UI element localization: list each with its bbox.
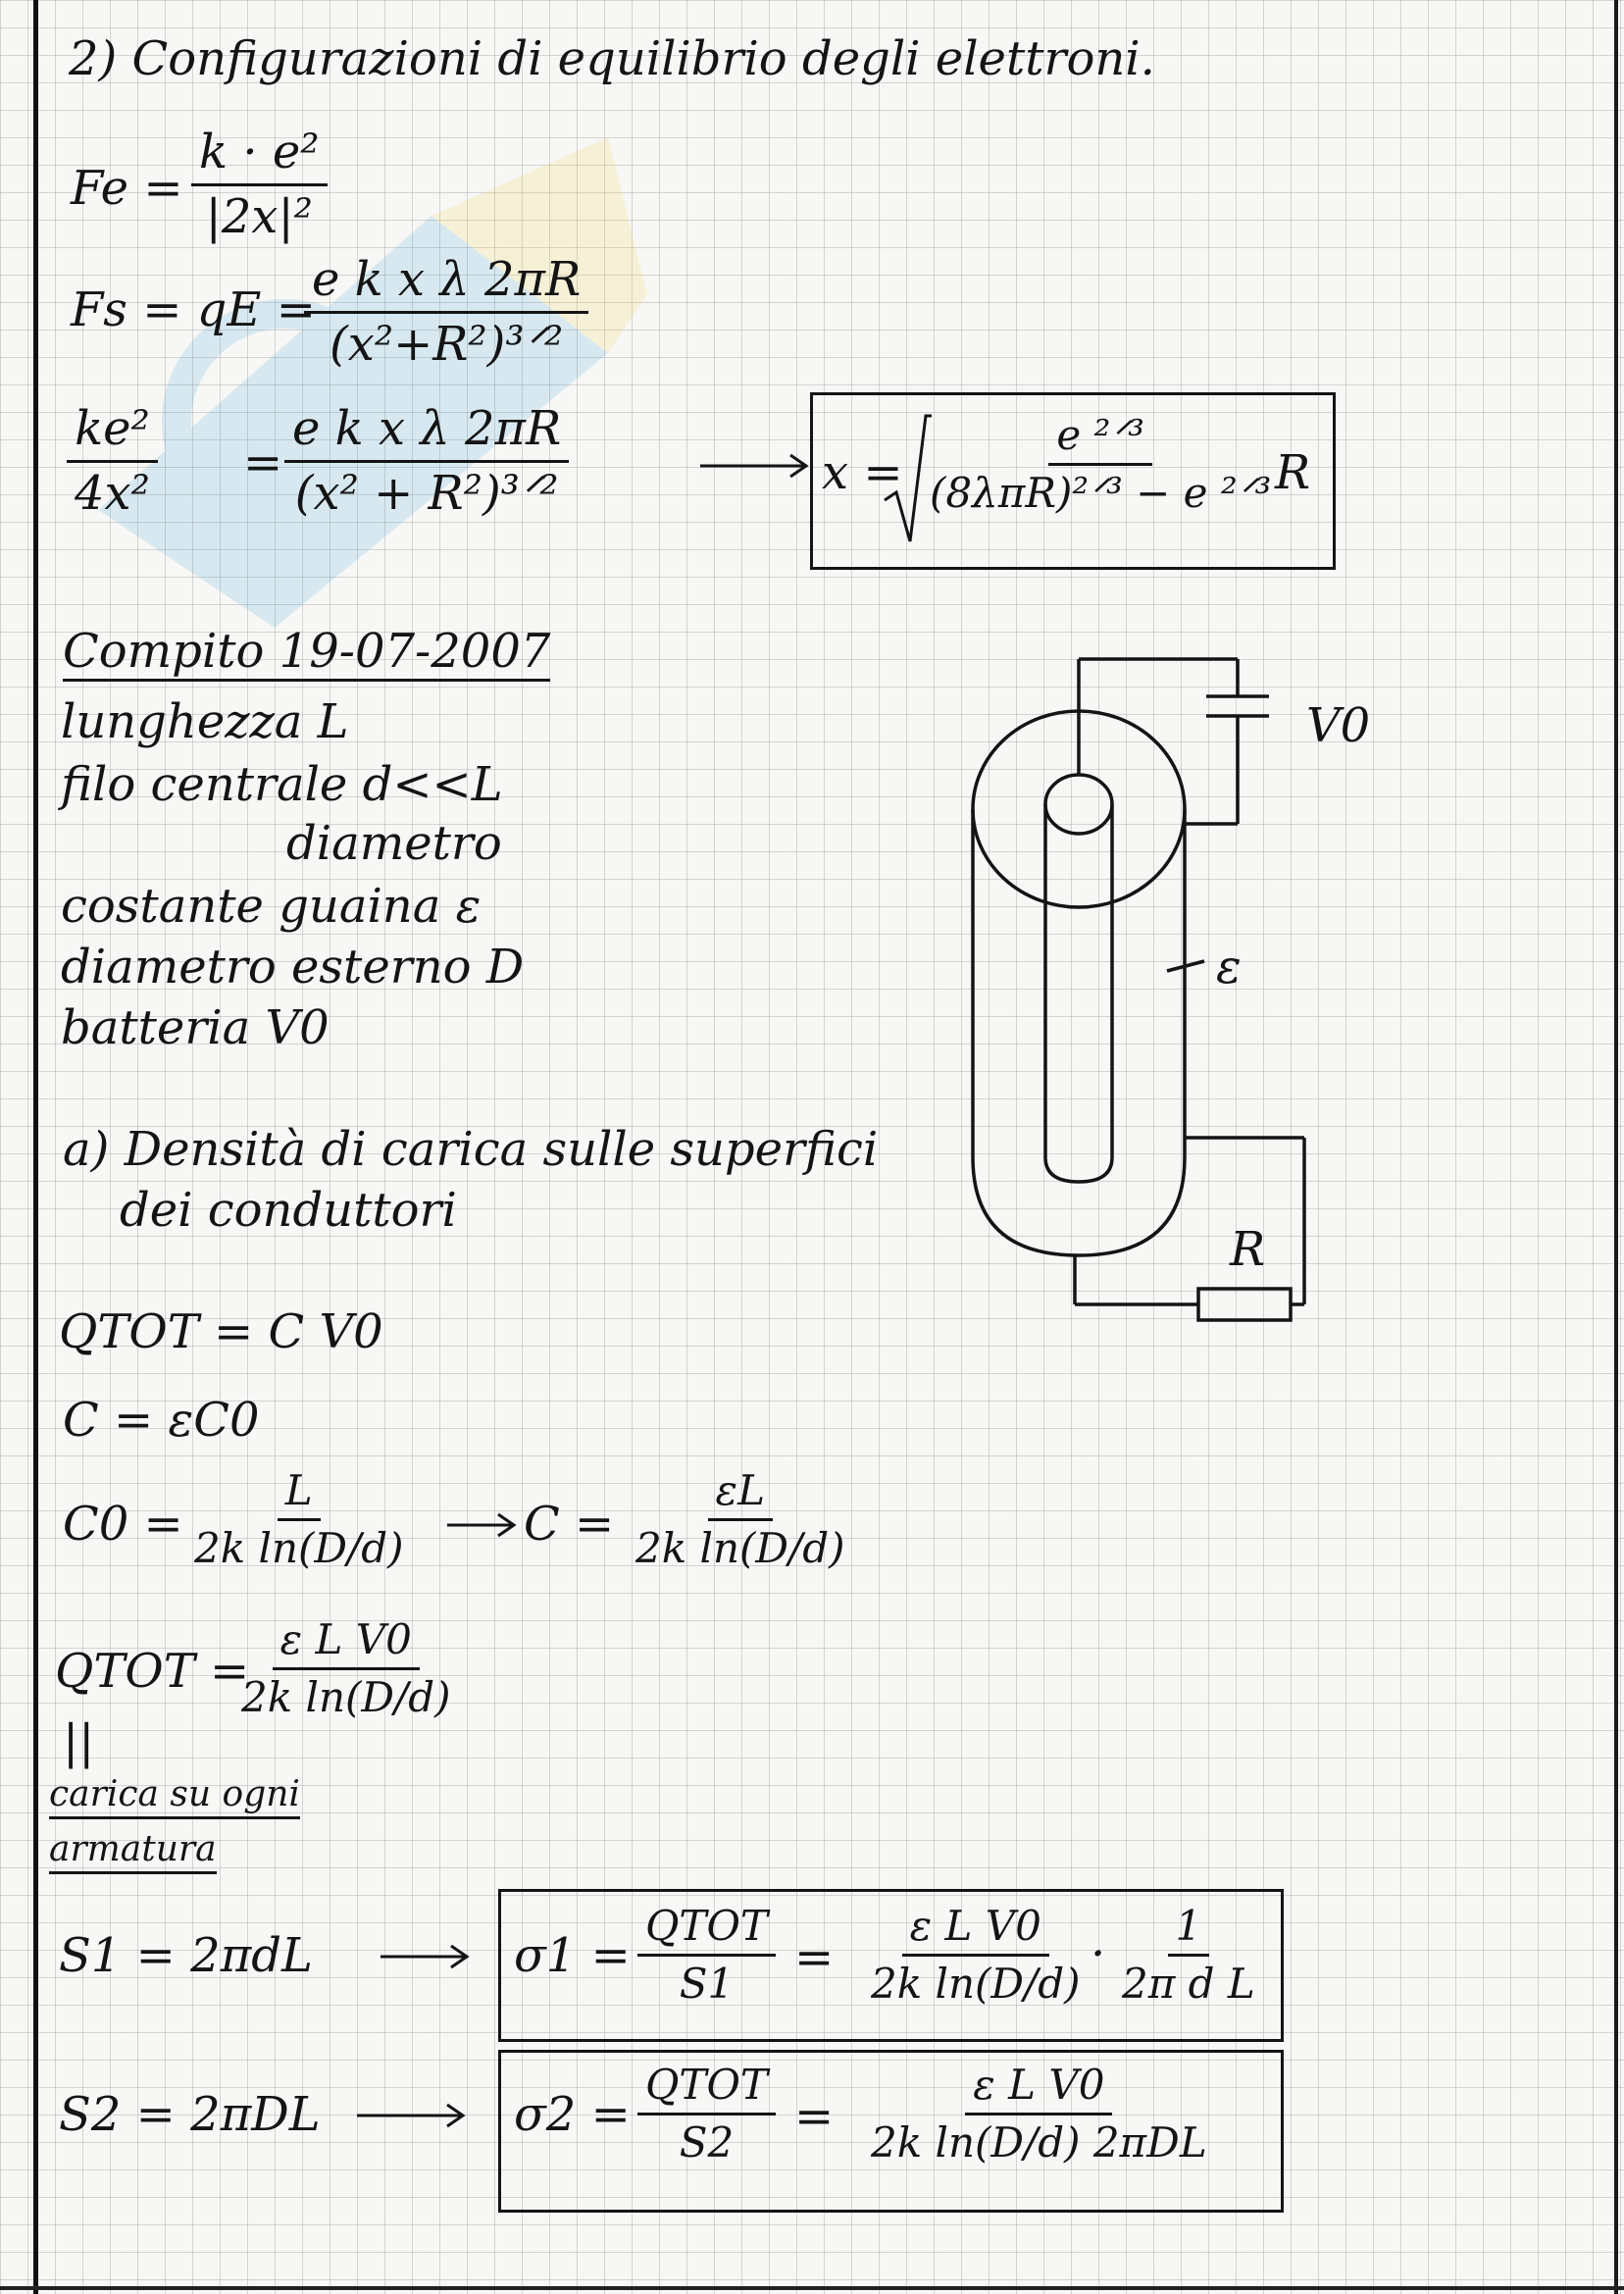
arrow-icon (377, 1942, 475, 1971)
equilibrium-lhs-denominator: 4x² (75, 466, 150, 522)
section-heading: 2) Configurazioni di equilibrio degli elettroni. (69, 31, 1155, 86)
fs-numerator: e k x λ 2πR (304, 253, 588, 314)
resistor-label: R (1230, 1222, 1266, 1277)
coaxial-cable-diagram (941, 628, 1353, 1334)
qtot-fraction (233, 1616, 459, 1722)
sigma2-rhs-fraction (863, 2062, 1215, 2167)
sigma1-factor-numerator: 1 (1168, 1903, 1210, 1957)
arrow-icon (696, 451, 814, 481)
note-line1: carica su ogni (49, 1777, 300, 1819)
arrow-icon (443, 1510, 522, 1540)
c-equation: C = εC0 (63, 1393, 260, 1448)
qtot-lhs: QTOT = (55, 1644, 250, 1699)
result-denominator: (8λπR)²ᐟ³ − e ²ᐟ³ (930, 469, 1272, 518)
c-denominator: 2k ln(D/d) (635, 1524, 845, 1573)
sigma1-factor-denominator: 2π d L (1122, 1960, 1255, 2009)
c0-numerator: L (278, 1467, 321, 1521)
equality-sign: || (63, 1714, 95, 1769)
sigma2-denominator: S2 (679, 2118, 735, 2167)
fe-numerator: k · e² (191, 126, 328, 186)
margin-line (33, 0, 38, 2294)
arrow-icon (353, 2101, 471, 2130)
compito-line: lunghezza L (61, 694, 349, 749)
page-edge (1614, 0, 1618, 2294)
equilibrium-lhs-fraction (67, 402, 158, 521)
c0-fraction (186, 1467, 412, 1573)
compito-line: costante guaina ε (61, 879, 482, 934)
sigma1-equals: = (794, 1930, 835, 1985)
sigma2-rhs-denominator: 2k ln(D/d) 2πDL (871, 2118, 1207, 2167)
equilibrium-rhs-denominator: (x² + R²)³ᐟ² (294, 466, 559, 522)
resistor-body (1198, 1289, 1291, 1320)
compito-title: Compito 19-07-2007 (63, 628, 550, 682)
compito-line: filo centrale d<<L (61, 757, 503, 812)
result-x-lhs: x = (822, 445, 903, 500)
part-a-title-line2: dei conduttori (120, 1183, 457, 1238)
sigma1-rhs-fraction (863, 1903, 1089, 2009)
qtot-numerator: ε L V0 (273, 1616, 420, 1670)
fe-lhs: Fe = (71, 161, 183, 216)
sigma1-rhs-numerator: ε L V0 (902, 1903, 1049, 1957)
fs-lhs: Fs = qE = (71, 282, 316, 337)
sigma2-lhs: σ2 = (514, 2087, 631, 2142)
c0-lhs: C0 = (63, 1497, 183, 1552)
fe-denominator: |2x|² (205, 189, 313, 245)
sigma1-fraction (637, 1903, 776, 2009)
result-r: R (1275, 445, 1311, 500)
sigma1-numerator: QTOT (637, 1903, 776, 1957)
s1-equation: S1 = 2πdL (59, 1928, 313, 1983)
sigma1-rhs-denominator: 2k ln(D/d) (871, 1960, 1081, 2009)
sigma2-fraction (637, 2062, 776, 2167)
page-bottom-edge (0, 2286, 1624, 2290)
equilibrium-equals: = (243, 435, 283, 490)
dielectric-label: ε (1216, 940, 1242, 994)
result-numerator: e ²ᐟ³ (1048, 412, 1152, 466)
qtot-equation: QTOT = C V0 (59, 1304, 383, 1359)
sigma2-equals: = (794, 2089, 835, 2144)
equilibrium-rhs-fraction (284, 402, 569, 521)
compito-line: diametro (286, 816, 502, 871)
compito-line: batteria V0 (61, 1000, 330, 1055)
sigma1-factor-fraction (1114, 1903, 1263, 2009)
fs-denominator: (x²+R²)³ᐟ² (330, 317, 564, 373)
battery-label: V0 (1306, 698, 1371, 753)
fe-fraction (191, 126, 328, 244)
inner-wire-top (1045, 775, 1112, 834)
sigma2-rhs-numerator: ε L V0 (965, 2062, 1112, 2116)
s2-equation: S2 = 2πDL (59, 2087, 321, 2142)
c-fraction (628, 1467, 853, 1573)
equilibrium-rhs-numerator: e k x λ 2πR (284, 402, 569, 463)
sigma1-dot: · (1091, 1926, 1106, 1981)
note-line2: armatura (49, 1832, 217, 1874)
result-fraction (922, 412, 1279, 518)
sigma2-numerator: QTOT (637, 2062, 776, 2116)
compito-line: diametro esterno D (61, 940, 525, 994)
c-numerator: εL (708, 1467, 773, 1521)
sigma1-lhs: σ1 = (514, 1928, 631, 1983)
sigma1-denominator: S1 (679, 1960, 735, 2009)
c-lhs: C = (524, 1497, 615, 1552)
fs-fraction (304, 253, 588, 372)
qtot-denominator: 2k ln(D/d) (241, 1673, 451, 1722)
equilibrium-lhs-numerator: ke² (67, 402, 158, 463)
part-a-title: a) Densità di carica sulle superfici (63, 1122, 879, 1177)
c0-denominator: 2k ln(D/d) (194, 1524, 404, 1573)
